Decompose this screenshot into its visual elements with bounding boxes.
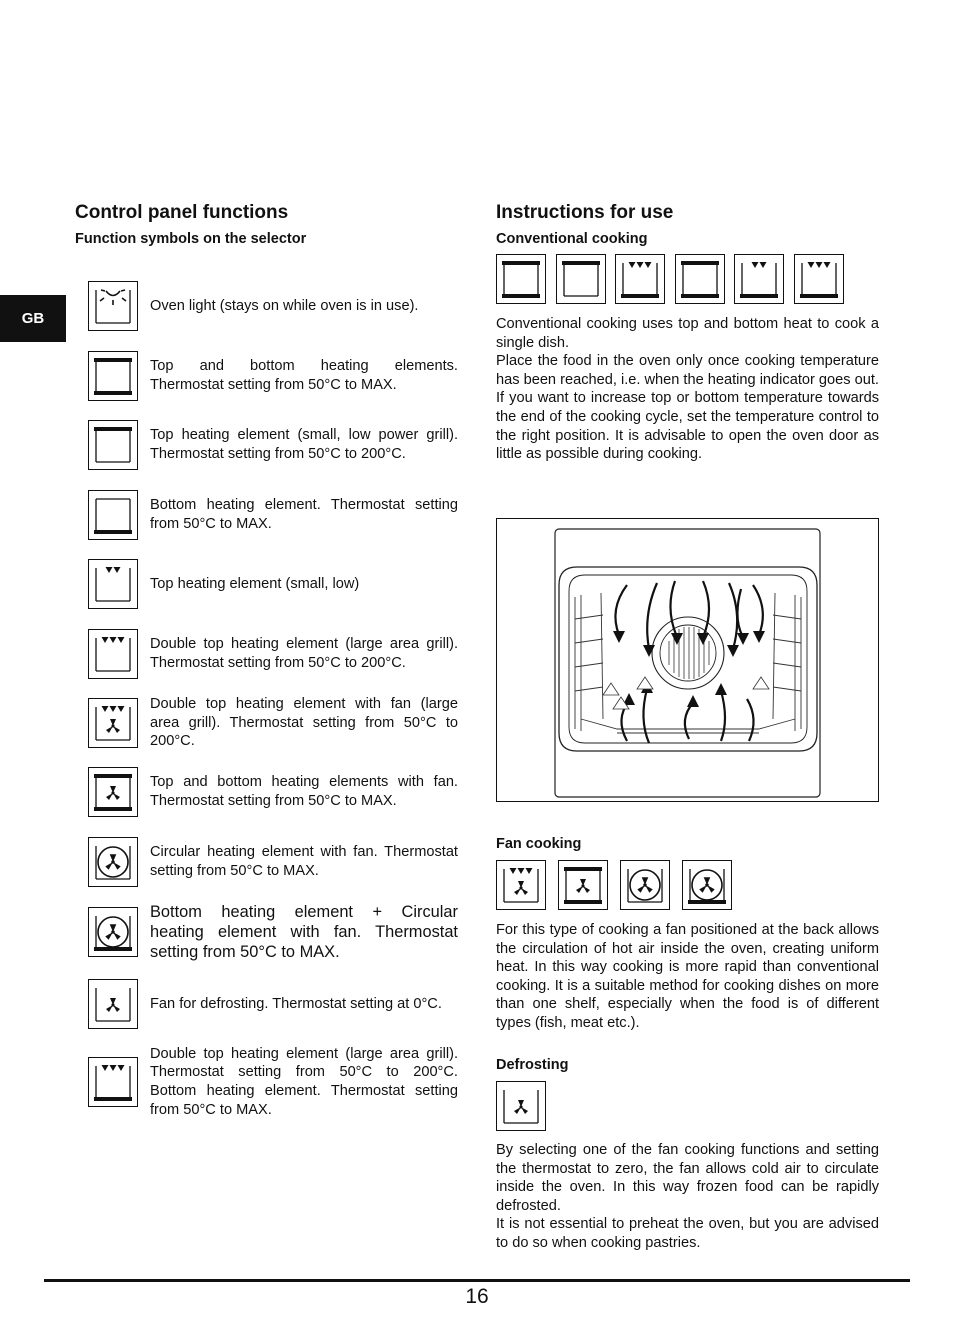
- function-description-line: Top heating element (small, low): [150, 575, 360, 592]
- fan-cooking-paragraph-1: For this type of cooking a fan positioned at the back allows the circulation of hot air inside the oven, creating uniform heat. In this way cooking is more rapid than conventional cooking. It is a suitable method for cooking dishes on more than one shelf, especially when the food is of different types (fish, meat etc.).: [496, 922, 879, 1031]
- defrosting-text: [496, 1141, 879, 1253]
- footer-rule: [44, 1279, 910, 1282]
- function-description-line: Top and bottom heating elements.: [150, 358, 458, 375]
- conventional-heading: Conventional cooking: [496, 231, 648, 247]
- bottom-circular-fan-icon: [682, 860, 732, 910]
- bottom-heat-icon: [88, 490, 138, 540]
- top-heat-icon: [88, 420, 138, 470]
- function-description: [150, 357, 458, 394]
- conventional-text: [496, 315, 879, 464]
- function-description-line: Circular heating element with fan. Thermostat: [150, 844, 458, 861]
- language-tab: GB: [0, 295, 66, 342]
- left-section-subtitle: Function symbols on the selector: [75, 231, 307, 247]
- top-bottom-heat-icon: [496, 254, 546, 304]
- function-description-line: Bottom heating element. Thermostat setting: [150, 497, 458, 514]
- top-bottom-heat-icon: [88, 351, 138, 401]
- defrost-fan-icon: [496, 1081, 546, 1131]
- function-description: [150, 496, 458, 533]
- function-description-line: Double top heating element (large area grill).: [150, 1045, 458, 1062]
- function-description-line: Fan for defrosting. Thermostat setting at 0°C.: [150, 995, 442, 1012]
- function-description-line: area grill). Thermostat setting from 50°C to: [150, 714, 458, 731]
- double-grill-fan-icon: [496, 860, 546, 910]
- oven-light-icon: [88, 281, 138, 331]
- function-description-line: from 50°C to MAX.: [150, 515, 272, 532]
- double-grill-fan-icon: [88, 698, 138, 748]
- function-description-line: Bottom heating element. Thermostat setting: [150, 1082, 458, 1099]
- conventional-paragraph-1: Conventional cooking uses top and bottom heat to cook a single dish.: [496, 316, 879, 351]
- conventional-paragraph-3: If you want to increase top or bottom temperature towards the end of the cooking cycle, set the temperature control to the right position. It is advisable to open the oven door as little as possible during cooking.: [496, 390, 879, 463]
- function-description-line: setting from 50°C to MAX.: [150, 943, 340, 961]
- left-section-title: Control panel functions: [75, 202, 289, 223]
- function-description-line: Bottom heating element + Circular: [150, 903, 458, 921]
- function-description: [150, 843, 458, 880]
- function-description-line: Thermostat setting from 50°C to 200°C.: [150, 654, 406, 671]
- defrosting-heading: Defrosting: [496, 1057, 569, 1073]
- function-description: [150, 695, 458, 751]
- circular-fan-icon: [620, 860, 670, 910]
- function-description-line: Top and bottom heating elements with fan.: [150, 774, 458, 791]
- function-description: [150, 635, 458, 672]
- top-heat-icon: [556, 254, 606, 304]
- function-description: [150, 575, 458, 594]
- double-grill-bottom-icon: [88, 1057, 138, 1107]
- function-description-line: Double top heating element with fan (large: [150, 696, 458, 713]
- function-description-line: Top heating element (small, low power grill).: [150, 427, 458, 444]
- top-bottom-fan-icon: [88, 767, 138, 817]
- function-description-line: Thermostat setting from 50°C to MAX.: [150, 792, 397, 809]
- fan-cooking-text: [496, 921, 879, 1033]
- function-description: [150, 773, 458, 810]
- circular-fan-icon: [88, 837, 138, 887]
- defrosting-paragraph-2: It is not essential to preheat the oven, but you are advised to do so when cooking pastries.: [496, 1216, 879, 1251]
- small-grill-icon: [88, 559, 138, 609]
- function-description-line: Thermostat setting from 50°C to 200°C.: [150, 1064, 458, 1081]
- fan-cooking-heading: Fan cooking: [496, 836, 582, 852]
- function-description-line: heating element with fan. Thermostat: [150, 923, 458, 941]
- double-grill-bottom-icon: [794, 254, 844, 304]
- function-description-line: Double top heating element (large area grill).: [150, 636, 458, 653]
- top-bottom-heat-icon: [675, 254, 725, 304]
- function-description-line: from 50°C to MAX.: [150, 1101, 272, 1118]
- function-description-line: 200°C.: [150, 733, 195, 750]
- function-description: [150, 297, 458, 316]
- conventional-paragraph-2: Place the food in the oven only once cooking temperature has been reached, i.e. when the heating indicator goes out.: [496, 353, 879, 388]
- small-grill-bottom-icon: [734, 254, 784, 304]
- function-description-line: Thermostat setting from 50°C to MAX.: [150, 376, 397, 393]
- defrost-fan-icon: [88, 979, 138, 1029]
- function-description-line: Thermostat setting from 50°C to 200°C.: [150, 445, 406, 462]
- top-bottom-fan-icon: [558, 860, 608, 910]
- function-description: [150, 426, 458, 463]
- oven-cavity-drawing: [497, 519, 878, 801]
- double-grill-bottom-icon: [615, 254, 665, 304]
- function-description: [150, 1045, 458, 1119]
- oven-airflow-illustration: [496, 518, 879, 802]
- defrosting-paragraph-1: By selecting one of the fan cooking functions and setting the thermostat to zero, the fan allows cold air to circulate inside the oven. In this way frozen food can be rapidly defrosted.: [496, 1142, 879, 1214]
- page-number: 16: [465, 1285, 489, 1308]
- bottom-circular-fan-icon: [88, 907, 138, 957]
- double-grill-icon: [88, 629, 138, 679]
- right-section-title: Instructions for use: [496, 202, 674, 223]
- function-description-line: Oven light (stays on while oven is in use).: [150, 297, 419, 314]
- function-description-line: setting from 50°C to MAX.: [150, 862, 319, 879]
- function-description: [150, 995, 458, 1014]
- function-description: [150, 902, 458, 962]
